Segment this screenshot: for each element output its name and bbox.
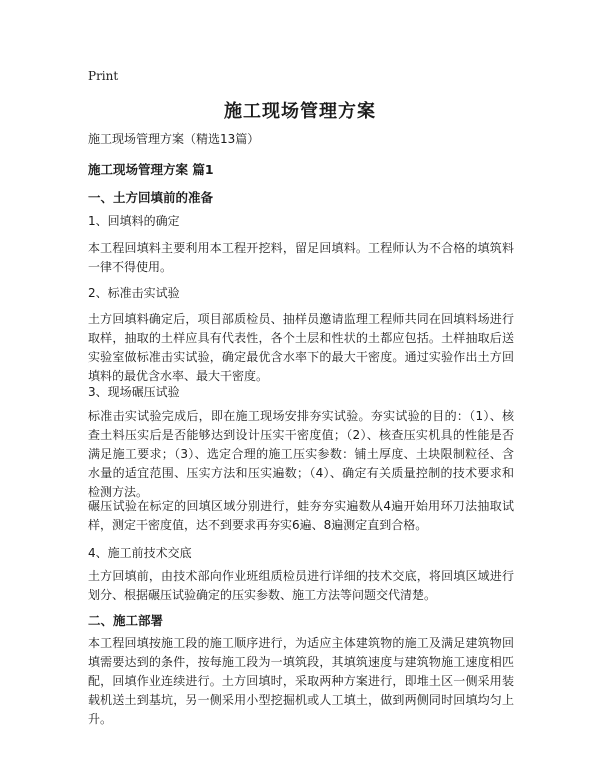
section-1-heading: 一、土方回填前的准备 [88,190,214,205]
item-2-label: 2、标准击实试验 [88,286,180,300]
page-title: 施工现场管理方案 [224,101,376,122]
print-link[interactable]: Print [88,69,119,83]
article-heading: 施工现场管理方案 篇1 [88,162,214,177]
section-2-heading: 二、施工部署 [88,613,164,628]
item-1-paragraph: 本工程回填料主要利用本工程开挖料，留足回填料。工程师认为不合格的填筑料一律不得使用。 [88,241,514,274]
item-3-paragraph: 标准击实试验完成后，即在施工现场安排夯实试验。夯实试验的目的：（1）、核查土料压实后是否能够达到设计压实干密度值；（2）、核查压实机具的性能是否满足施工要求；（3）、选定合理的施工压实参数：铺土厚度、土块限制粒径、含水量的适宜范围、压实方法和压实遍数；（4）、确定有关质量控制的技术要求和检测方法。 [88,409,514,499]
section-2-paragraph: 本工程回填按施工段的施工顺序进行，为适应主体建筑物的施工及满足建筑物回填需要达到的条件，按每施工段为一填筑段，其填筑速度与建筑物施工速度相匹配，回填作业连续进行。土方回填时，采取两种方案进行，即堆土区一侧采用装载机送土到基坑，另一侧采用小型挖掘机或人工填土，做到两侧同时回填均匀上升。 [88,636,514,726]
item-3-paragraph-2: 碾压试验在标定的回填区域分别进行，蛙夯夯实遍数从4遍开始用环刀法抽取试样，测定干密度值，达不到要求再夯实6遍、8遍测定直到合格。 [88,499,514,532]
item-1-label: 1、回填料的确定 [88,214,180,228]
document-subtitle: 施工现场管理方案（精选13篇） [88,132,260,146]
item-2-paragraph: 土方回填料确定后，项目部质检员、抽样员邀请监理工程师共同在回填料场进行取样，抽取的土样应具有代表性，各个土层和性状的土都应包括。土样抽取后送实验室做标准击实试验，确定最优含水率下的最大干密度。通过实验作出土方回填料的最优含水率、最大干密度。 [88,312,514,383]
item-4-label: 4、施工前技术交底 [88,546,192,560]
item-4-paragraph: 土方回填前，由技术部向作业班组质检员进行详细的技术交底，将回填区域进行划分、根据碾压试验确定的压实参数、施工方法等问题交代清楚。 [88,569,514,602]
item-3-label: 3、现场碾压试验 [88,385,180,399]
